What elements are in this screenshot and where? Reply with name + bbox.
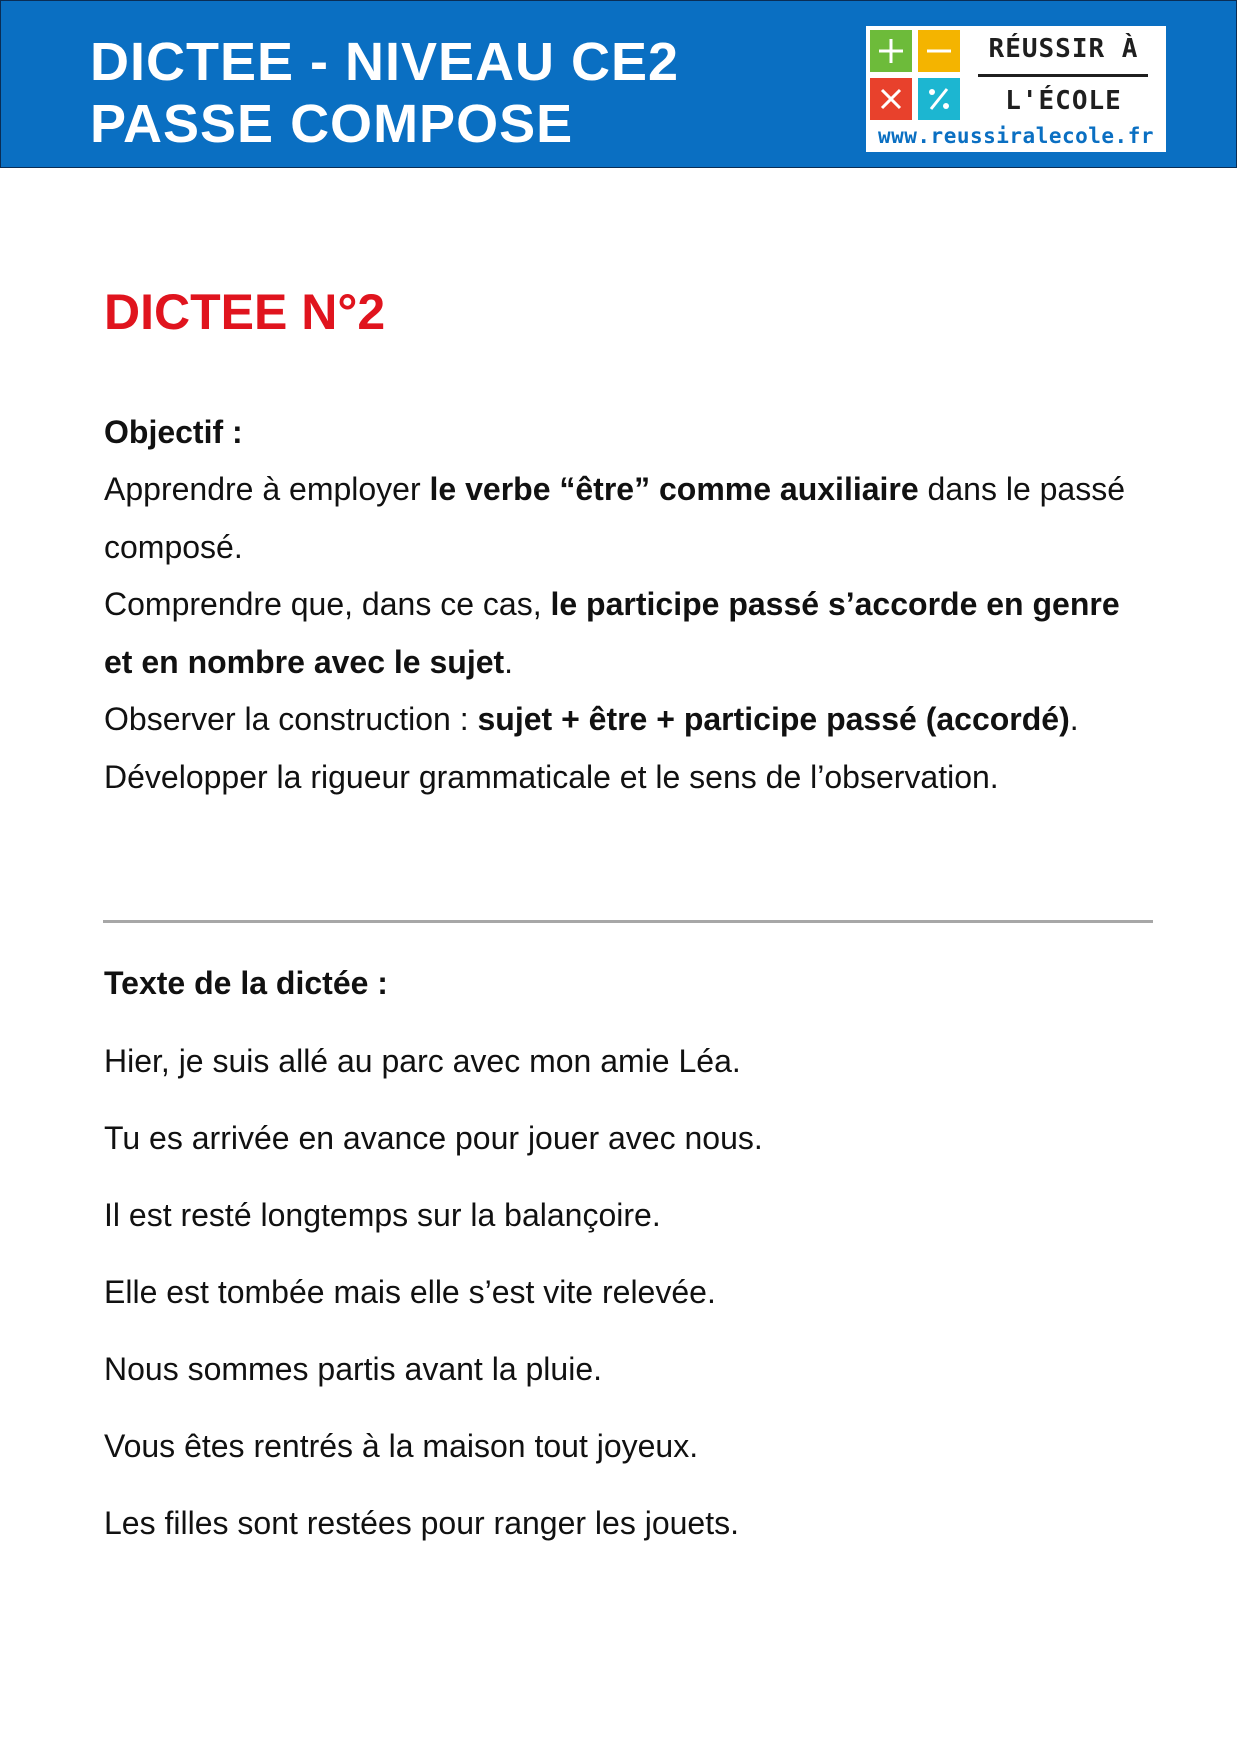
- logo-text-line1: RÉUSSIR À: [988, 34, 1139, 64]
- sentence: Nous sommes partis avant la pluie.: [104, 1351, 602, 1387]
- objective-paragraph-3: [104, 691, 1144, 749]
- header-title-line2: PASSE COMPOSE: [90, 94, 574, 154]
- percent-icon: [918, 78, 960, 120]
- logo-divider: [978, 74, 1148, 77]
- sentence: Il est resté longtemps sur la balançoire.: [104, 1197, 661, 1233]
- sentence: Les filles sont restées pour ranger les jouets.: [104, 1505, 739, 1541]
- dictee-title: DICTEE N°2: [104, 284, 386, 340]
- header-title-line1: DICTEE - NIVEAU CE2: [90, 32, 680, 92]
- times-icon: [870, 78, 912, 120]
- sentence: Hier, je suis allé au parc avec mon amie Léa.: [104, 1043, 741, 1079]
- sentence: Tu es arrivée en avance pour jouer avec nous.: [104, 1120, 763, 1156]
- dictation-text-heading: Texte de la dictée :: [104, 965, 388, 1001]
- objective-1-tail: dans le passé composé.: [104, 471, 1126, 565]
- objective-3-bold: sujet + être + participe passé (accordé): [477, 701, 1070, 737]
- logo-url: www.reussiralecole.fr: [877, 124, 1154, 148]
- minus-icon: [918, 30, 960, 72]
- objective-3-tail: .: [1069, 701, 1079, 737]
- header-title: [90, 31, 679, 155]
- objective-2-tail: .: [504, 643, 514, 680]
- objective-1-bold: le verbe “être” comme auxiliaire: [429, 471, 919, 507]
- objective-paragraph-4: Développer la rigueur grammaticale et le sens de l’observation.: [104, 758, 999, 795]
- objective-3-text: Observer la construction :: [104, 701, 478, 737]
- section-divider: [103, 920, 1153, 923]
- logo-text-line2: L'ÉCOLE: [1005, 86, 1122, 116]
- sentence: Elle est tombée mais elle s’est vite relevée.: [104, 1274, 716, 1310]
- dictation-sentences: [104, 1032, 1144, 1571]
- reussir-a-lecole-logo: [866, 26, 1166, 152]
- objective-2-bold: le participe passé s’accorde en genre et en nombre avec le sujet: [104, 586, 1120, 680]
- objectives-block: [104, 461, 1144, 806]
- objective-2-text: Comprendre que, dans ce cas,: [104, 586, 551, 622]
- objective-paragraph-1: [104, 461, 1144, 576]
- objective-paragraph-2: [104, 576, 1144, 691]
- plus-icon: [870, 30, 912, 72]
- objective-heading: Objectif :: [104, 414, 243, 450]
- objective-1-text: Apprendre à employer: [104, 471, 430, 507]
- sentence: Vous êtes rentrés à la maison tout joyeux.: [104, 1428, 699, 1464]
- page-header: [0, 0, 1237, 168]
